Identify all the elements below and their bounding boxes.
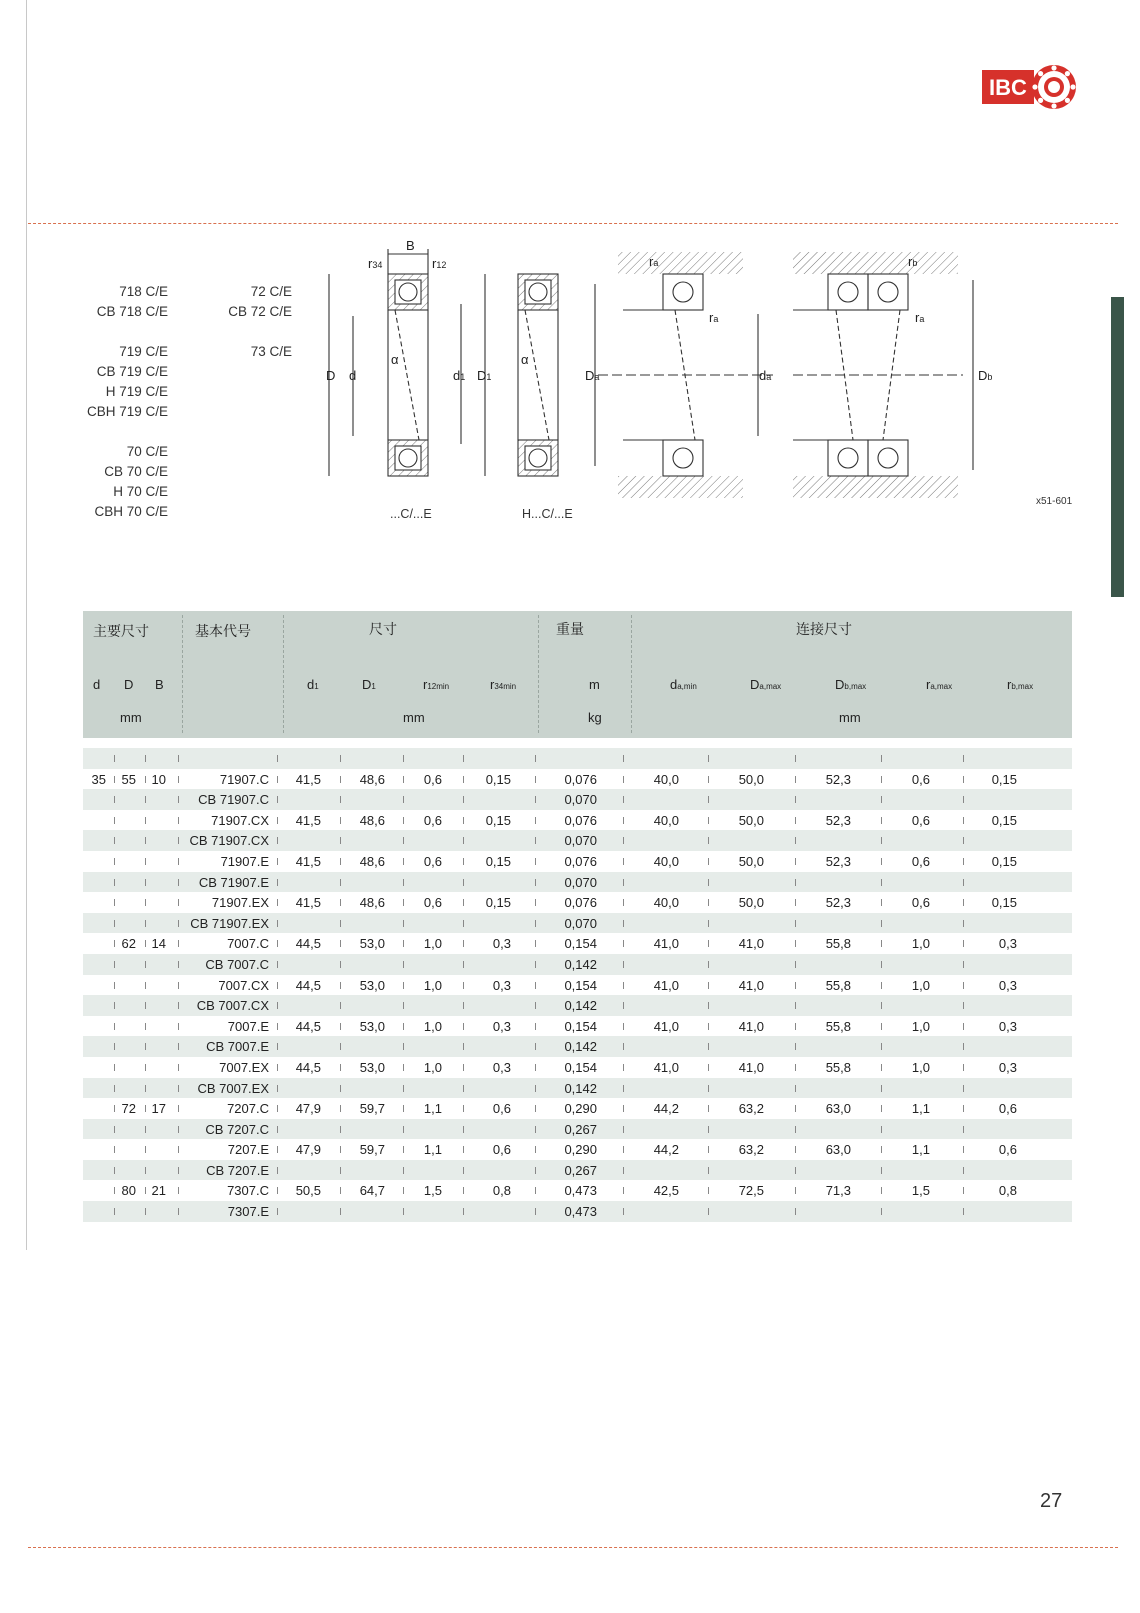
table-row [83,913,1072,934]
table-row [83,789,1072,810]
cell-m: 0,076 [564,895,597,911]
series-designation: CBH 719 C/E [86,404,168,419]
cell-da: 50,0 [738,771,764,787]
label-b: B [406,238,415,253]
cell-rb: 0,6 [998,1142,1017,1158]
bottom-divider [28,1547,1118,1548]
group-dims: 尺寸 [369,621,397,637]
cell-r12: 1,5 [423,1183,442,1199]
table-row [83,975,1072,996]
cell-d1: 41,5 [295,895,321,911]
cell-da: 63,2 [738,1142,764,1158]
table-row [83,810,1072,831]
cell-code: 7207.E [227,1142,269,1158]
cell-ra: 0,6 [911,812,930,828]
figure-code: x51-601 [1036,496,1073,507]
table-row [83,1078,1072,1099]
cell-r34: 0,3 [492,936,511,952]
cell-m: 0,267 [564,1121,597,1137]
logo-text: IBC [989,75,1027,100]
cell-d1: 53,0 [359,1018,385,1034]
svg-text:r12: r12 [432,256,447,271]
cell-code: CB 7007.E [206,1039,269,1055]
cell-ra: 1,0 [911,1059,930,1075]
cell-d1: 44,5 [295,1018,321,1034]
cell-code: 7007.E [227,1018,269,1034]
cell-r12: 0,6 [423,812,442,828]
cell-r34: 0,15 [485,895,511,911]
cell-rb: 0,3 [998,1059,1017,1075]
cell-rb: 0,15 [991,771,1017,787]
cell-m: 0,290 [564,1101,597,1117]
cell-r12: 1,1 [423,1142,442,1158]
svg-text:Da: Da [585,368,600,383]
cell-d1: 47,9 [295,1142,321,1158]
svg-text:da: da [759,368,772,383]
page-edge-line [26,0,27,1250]
table-row [83,830,1072,851]
cell-m: 0,154 [564,977,597,993]
group-abutment: 连接尺寸 [796,621,852,637]
cell-m: 0,290 [564,1142,597,1158]
series-designation [87,322,168,342]
cell-ra: 1,5 [911,1183,930,1199]
cell-db: 71,3 [825,1183,851,1199]
caption-hybrid: H...C/...E [522,507,573,521]
table-row [83,954,1072,975]
series-list-right [226,282,292,362]
cell-da: 40,0 [653,853,679,869]
cell-code: 71907.CX [211,812,269,828]
cell-d1: 44,5 [295,936,321,952]
cell-da: 40,0 [653,771,679,787]
table-row [83,872,1072,893]
series-designation: CB 718 C/E [96,304,168,319]
section-tab-marker [1111,297,1124,597]
cell-ra: 0,6 [911,895,930,911]
cell-b: 14 [151,936,166,952]
table-row [83,1160,1072,1181]
cell-db: 55,8 [825,977,851,993]
series-designation: 72 C/E [250,284,292,299]
cell-ra: 1,1 [911,1142,930,1158]
cell-b: 10 [151,771,166,787]
series-designation: H 719 C/E [105,384,168,399]
cell-d1: 64,7 [359,1183,385,1199]
cell-m: 0,070 [564,833,597,849]
cell-rb: 0,15 [991,812,1017,828]
cell-m: 0,076 [564,812,597,828]
cell-d: 55 [121,771,136,787]
series-designation [226,322,292,342]
cell-d1: 44,5 [295,1059,321,1075]
cell-db: 52,3 [825,812,851,828]
table-row [83,1119,1072,1140]
table-row [83,995,1072,1016]
cell-ra: 0,6 [911,771,930,787]
cell-r34: 0,3 [492,1059,511,1075]
cell-code: CB 7207.C [205,1121,269,1137]
cell-d1: 44,5 [295,977,321,993]
cell-da: 50,0 [738,895,764,911]
cell-da: 41,0 [653,1018,679,1034]
page-number: 27 [1040,1490,1063,1512]
table-row [83,769,1072,790]
cell-db: 55,8 [825,1059,851,1075]
cell-da: 63,2 [738,1101,764,1117]
cell-da: 41,0 [653,936,679,952]
cell-da: 42,5 [653,1183,679,1199]
cell-db: 52,3 [825,895,851,911]
cell-m: 0,473 [564,1183,597,1199]
cell-db: 55,8 [825,936,851,952]
cell-code: CB 7007.EX [197,1080,269,1096]
cell-da: 41,0 [738,936,764,952]
table-row [83,1201,1072,1222]
table-row [83,892,1072,913]
group-mass: 重量 [556,621,584,637]
cell-m: 0,070 [564,792,597,808]
cell-da: 50,0 [738,853,764,869]
cell-db: 63,0 [825,1142,851,1158]
cell-da: 50,0 [738,812,764,828]
cell-m: 0,267 [564,1162,597,1178]
cell-r12: 1,0 [423,977,442,993]
svg-text:ra: ra [649,254,659,269]
cell-code: CB 71907.C [198,792,269,808]
svg-text:Db: Db [978,368,993,383]
cell-ra: 0,6 [911,853,930,869]
cell-r12: 1,1 [423,1101,442,1117]
cell-d: 80 [121,1183,136,1199]
cell-m: 0,154 [564,1059,597,1075]
cell-code: CB 71907.CX [189,833,269,849]
cell-d: 72 [121,1101,136,1117]
cell-code: 71907.EX [211,895,269,911]
cell-da: 41,0 [738,1059,764,1075]
series-designation: CBH 70 C/E [94,504,168,519]
cell-d1: 48,6 [359,853,385,869]
cell-d1: 53,0 [359,1059,385,1075]
cell-d1: 41,5 [295,771,321,787]
table-header: 主要尺寸 基本代号 尺寸 重量 连接尺寸 d D B d1 D1 r12min r34min m da,min Da,max Db,max ra,max rb,max mm mm kg mm [83,611,1072,738]
cell-r34: 0,3 [492,1018,511,1034]
cell-code: CB 7007.C [205,956,269,972]
cell-code: 7007.CX [218,977,269,993]
cell-ra: 1,1 [911,1101,930,1117]
cell-da: 41,0 [738,977,764,993]
table-row [83,933,1072,954]
group-main-dims: 主要尺寸 [93,623,149,639]
label-d: d [349,368,357,383]
cell-db: 63,0 [825,1101,851,1117]
cell-rb: 0,8 [998,1183,1017,1199]
svg-text:α: α [521,352,529,367]
cell-m: 0,076 [564,853,597,869]
top-divider [28,223,1118,224]
cell-d: 62 [121,936,136,952]
caption-standard: ...C/...E [390,507,432,521]
ibc-logo [982,62,1078,112]
cell-d1: 50,5 [295,1183,321,1199]
series-designation: 73 C/E [250,344,292,359]
series-designation: H 70 C/E [113,484,168,499]
series-list-left [87,282,168,522]
cell-d1: 48,6 [359,771,385,787]
cell-rb: 0,3 [998,936,1017,952]
cell-da: 41,0 [738,1018,764,1034]
table-spacer-row [83,748,1072,769]
cell-code: CB 71907.EX [190,915,269,931]
cell-m: 0,142 [564,1080,597,1096]
cell-d1: 41,5 [295,812,321,828]
cell-code: CB 7007.CX [196,998,269,1014]
cell-da: 44,2 [653,1101,679,1117]
cell-r34: 0,15 [485,812,511,828]
cell-da: 40,0 [653,895,679,911]
cell-ra: 1,0 [911,936,930,952]
cell-db: 55,8 [825,1018,851,1034]
cell-da: 72,5 [738,1183,764,1199]
cell-b: 21 [151,1183,166,1199]
cell-r34: 0,6 [492,1101,511,1117]
cell-rb: 0,15 [991,853,1017,869]
cell-code: 7207.C [227,1101,269,1117]
cell-rb: 0,15 [991,895,1017,911]
series-designation: CB 72 C/E [228,304,292,319]
table-row [83,1016,1072,1037]
label-alpha: α [391,352,399,367]
table-row [83,1057,1072,1078]
bearing-diagram [326,238,1080,526]
cell-m: 0,076 [564,771,597,787]
cell-r12: 1,0 [423,1059,442,1075]
cell-m: 0,070 [564,874,597,890]
cell-r12: 0,6 [423,895,442,911]
label-D: D [326,368,336,383]
svg-text:ra: ra [915,310,925,325]
cell-m: 0,154 [564,1018,597,1034]
cell-code: 71907.E [220,853,269,869]
table-body [83,748,1072,1222]
series-designation: CB 70 C/E [104,464,168,479]
cell-ra: 1,0 [911,977,930,993]
series-designation: CB 719 C/E [96,364,168,379]
cell-da: 41,0 [653,977,679,993]
svg-text:ra: ra [709,310,719,325]
cell-r34: 0,3 [492,977,511,993]
cell-code: CB 7207.E [206,1162,269,1178]
cell-r12: 1,0 [423,936,442,952]
cell-d: 35 [91,771,106,787]
svg-text:D1: D1 [477,368,492,383]
cell-m: 0,070 [564,915,597,931]
table-row [83,1139,1072,1160]
cell-da: 41,0 [653,1059,679,1075]
cell-d1: 59,7 [359,1101,385,1117]
cell-d1: 53,0 [359,977,385,993]
svg-text:d1: d1 [453,368,466,383]
table-row [83,1098,1072,1119]
table-row [83,1036,1072,1057]
cell-code: 7307.C [227,1183,269,1199]
cell-d1: 47,9 [295,1101,321,1117]
cell-d1: 41,5 [295,853,321,869]
group-designation: 基本代号 [195,623,251,639]
series-designation: 718 C/E [119,284,168,299]
cell-rb: 0,3 [998,1018,1017,1034]
cell-m: 0,142 [564,956,597,972]
series-designation [87,422,168,442]
cell-r12: 1,0 [423,1018,442,1034]
table-row [83,851,1072,872]
cell-d1: 59,7 [359,1142,385,1158]
cell-b: 17 [151,1101,166,1117]
cell-da: 40,0 [653,812,679,828]
cell-m: 0,142 [564,1039,597,1055]
cell-r34: 0,8 [492,1183,511,1199]
table-row [83,1180,1072,1201]
cell-db: 52,3 [825,771,851,787]
cell-m: 0,154 [564,936,597,952]
cell-code: CB 71907.E [198,874,269,890]
cell-d1: 48,6 [359,895,385,911]
cell-code: 71907.C [219,771,269,787]
cell-d1: 48,6 [359,812,385,828]
cell-code: 7007.EX [219,1059,269,1075]
cell-da: 44,2 [653,1142,679,1158]
series-designation: 719 C/E [119,344,168,359]
cell-code: 7007.C [227,936,269,952]
series-designation: 70 C/E [126,444,168,459]
cell-rb: 0,3 [998,977,1017,993]
cell-ra: 1,0 [911,1018,930,1034]
svg-text:r34: r34 [368,256,383,271]
cell-rb: 0,6 [998,1101,1017,1117]
cell-r34: 0,15 [485,853,511,869]
cell-r34: 0,6 [492,1142,511,1158]
cell-db: 52,3 [825,853,851,869]
cell-r12: 0,6 [423,853,442,869]
cell-d1: 53,0 [359,936,385,952]
cell-m: 0,142 [564,998,597,1014]
cell-m: 0,473 [564,1204,597,1220]
cell-r34: 0,15 [485,771,511,787]
svg-text:rb: rb [908,254,918,269]
cell-code: 7307.E [227,1204,269,1220]
cell-r12: 0,6 [423,771,442,787]
